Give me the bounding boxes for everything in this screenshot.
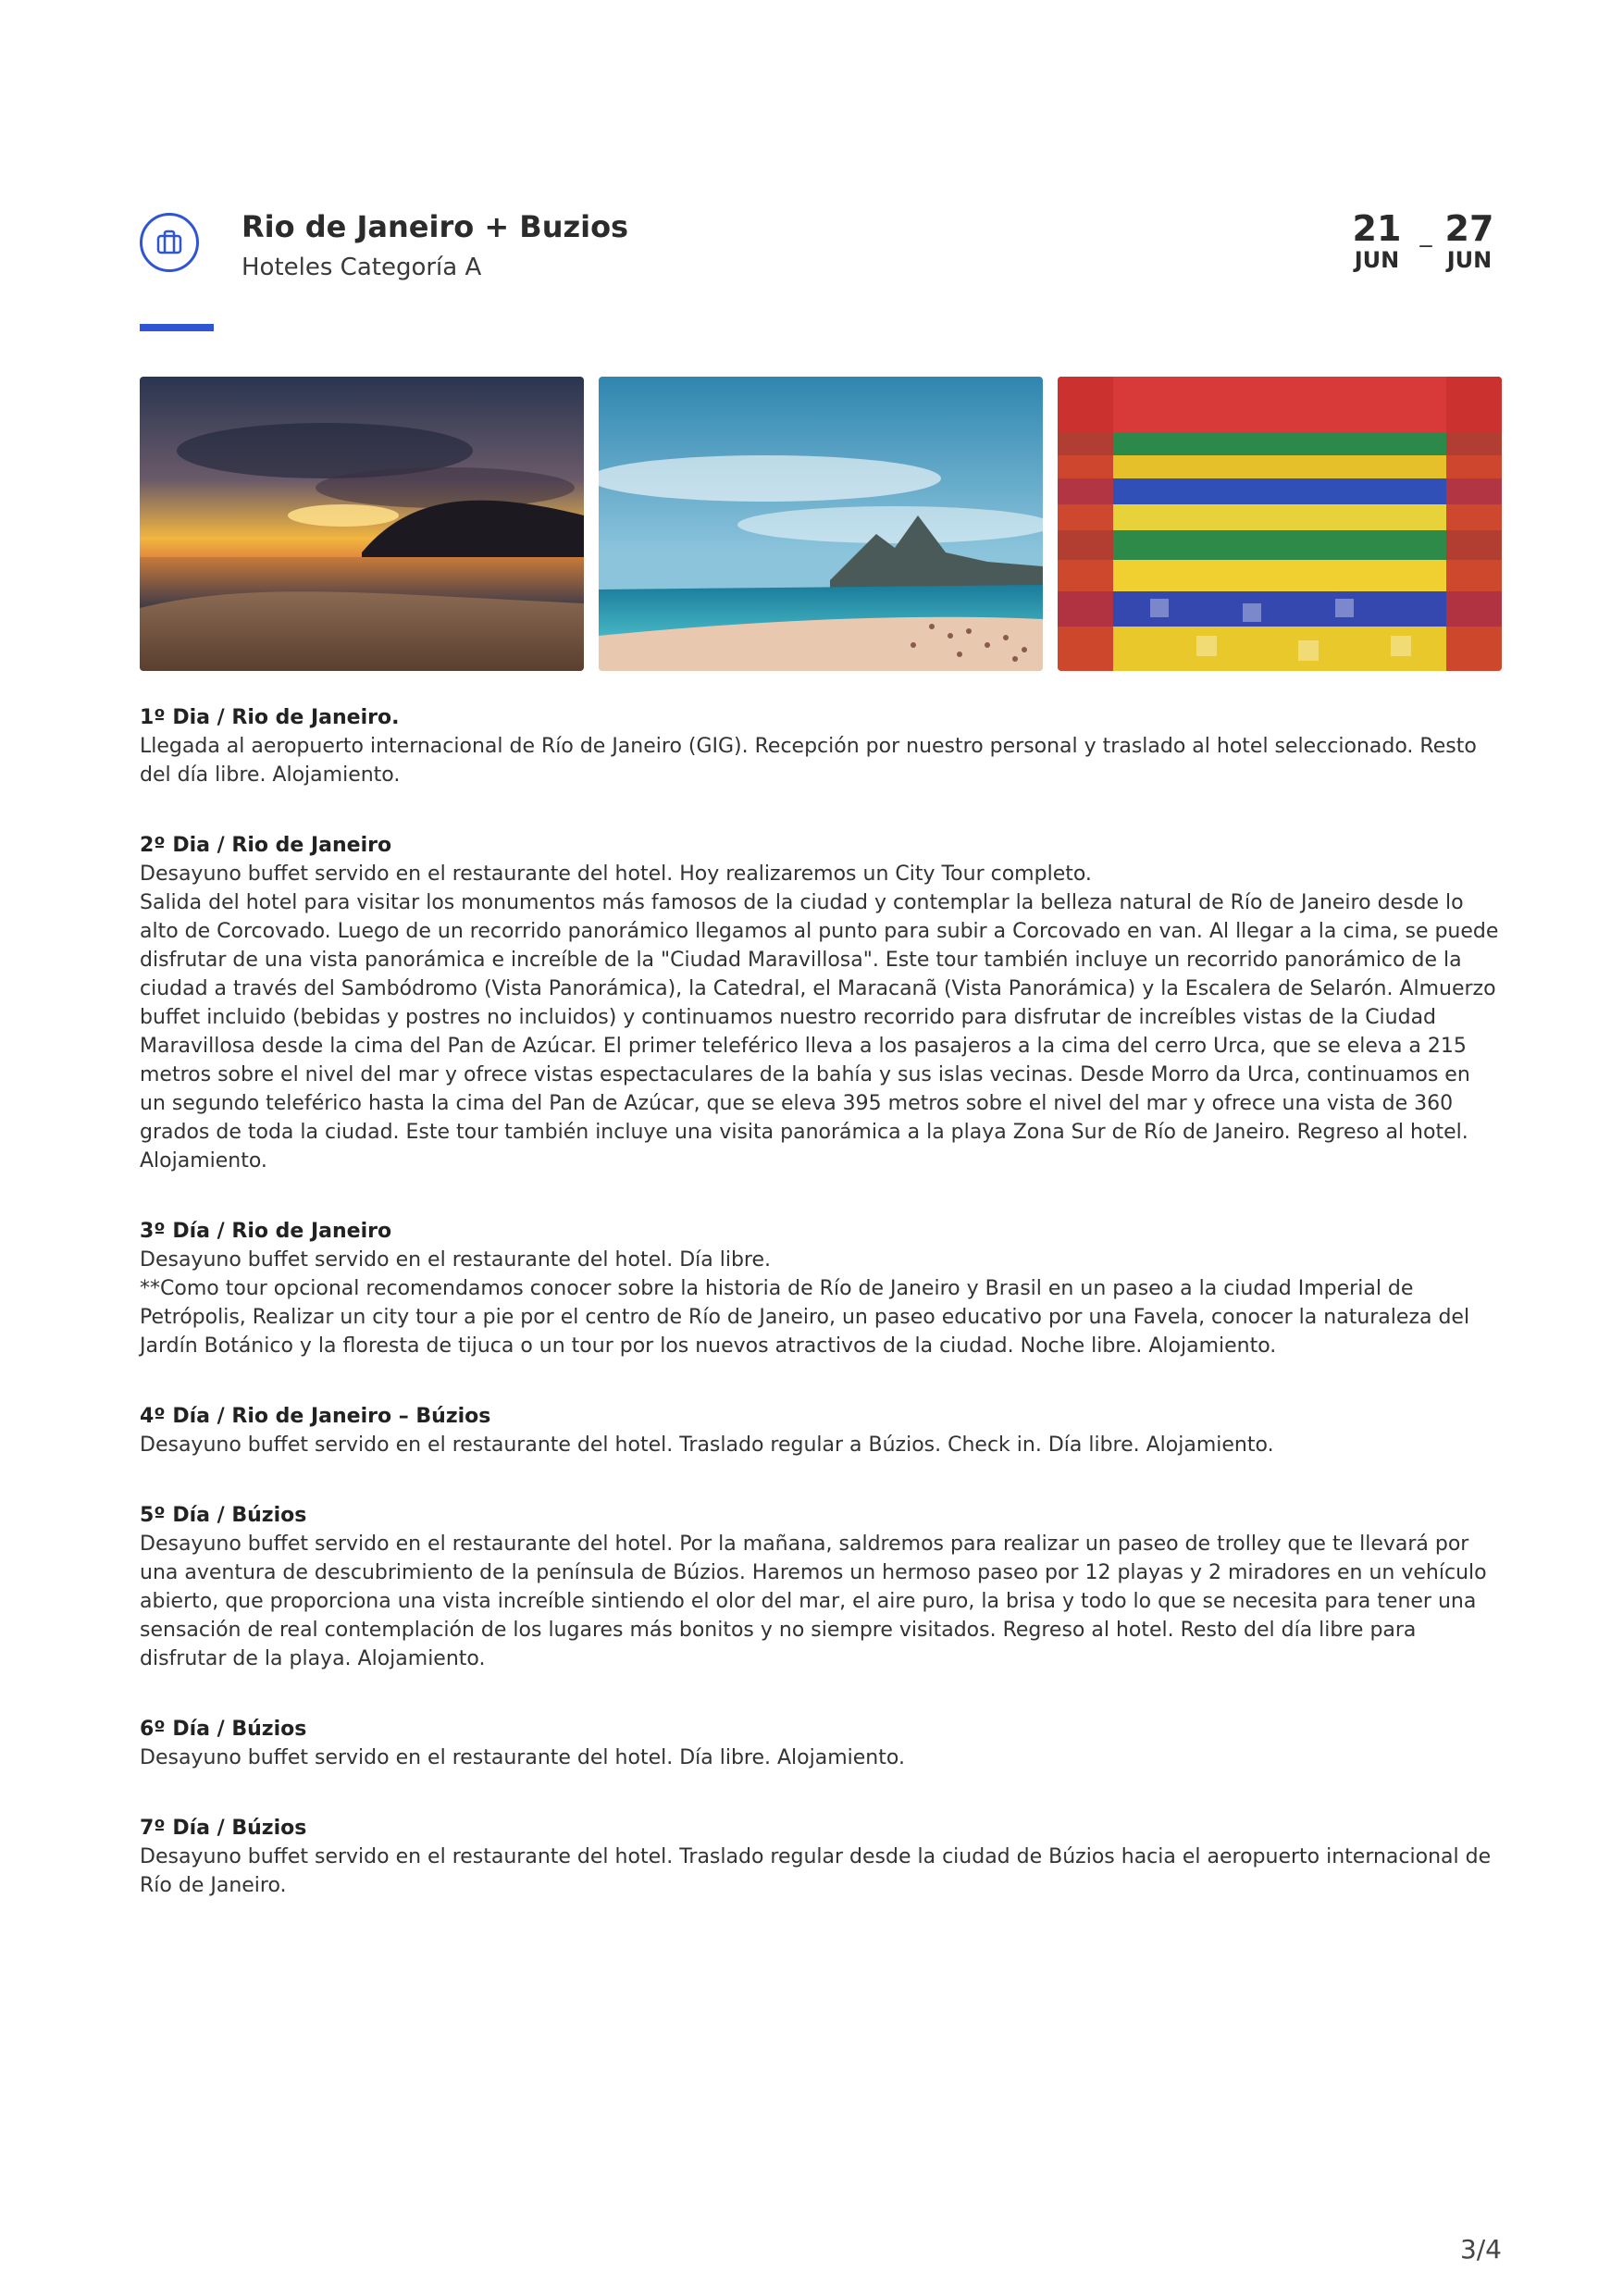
- day-1: [140, 703, 1502, 789]
- selaron-steps-photo: [1058, 377, 1502, 671]
- photo-gallery: [140, 377, 1502, 671]
- day-description: Desayuno buffet servido en el restaurante del hotel. Día libre. Alojamiento.: [140, 1746, 905, 1769]
- day-2: [140, 831, 1502, 1175]
- day-7: [140, 1814, 1502, 1900]
- page-number: 3/4: [1459, 2234, 1502, 2265]
- suitcase-icon: [140, 213, 199, 272]
- day-3: [140, 1217, 1502, 1360]
- date-range: [1344, 209, 1502, 283]
- end-date: [1437, 209, 1502, 272]
- start-month: JUN: [1354, 247, 1400, 273]
- hotel-category: Hoteles Categoría A: [242, 254, 482, 281]
- day-title: 1º Dia / Rio de Janeiro.: [140, 706, 400, 729]
- day-description: Desayuno buffet servido en el restaurante del hotel. Traslado regular desde la ciudad de Búzios hacia el aeropuerto internacional de Río de Janeiro.: [140, 1845, 1492, 1897]
- day-title: 7º Día / Búzios: [140, 1817, 307, 1840]
- sunset-beach-photo: [140, 377, 584, 671]
- day-title: 3º Día / Rio de Janeiro: [140, 1220, 392, 1243]
- day-6: [140, 1715, 1502, 1772]
- day-title: 4º Día / Rio de Janeiro – Búzios: [140, 1405, 491, 1428]
- day-title: 5º Día / Búzios: [140, 1504, 307, 1527]
- date-separator: _: [1419, 220, 1432, 248]
- day-description: Desayuno buffet servido en el restaurante del hotel. Por la mañana, saldremos para realizar un paseo de trolley que te llevará por una aventura de descubrimiento de la península de Búzios. Haremos un hermoso paseo por 12 playas y 2 miradores en un vehículo abierto, que proporciona una vista increíble sintiendo el olor del mar, el aire puro, la brisa y todo lo que se necesita para tener una sensación de real contemplación de los lugares más bonitos y no siempre visitados. Regreso al hotel. Resto del día libre para disfrutar de la playa. Alojamiento.: [140, 1533, 1487, 1670]
- end-day: 27: [1444, 208, 1494, 249]
- end-month: JUN: [1446, 247, 1493, 273]
- accent-bar: [140, 324, 214, 331]
- start-date: [1344, 209, 1409, 272]
- day-title: 2º Dia / Rio de Janeiro: [140, 834, 392, 857]
- start-day: 21: [1352, 208, 1402, 249]
- day-description: Desayuno buffet servido en el restaurante del hotel. Traslado regular a Búzios. Check in. Día libre. Alojamiento.: [140, 1433, 1274, 1457]
- itinerary: [140, 703, 1502, 1942]
- ipanema-beach-photo: [599, 377, 1043, 671]
- day-4: [140, 1402, 1502, 1459]
- day-title: 6º Día / Búzios: [140, 1718, 307, 1741]
- day-description: Llegada al aeropuerto internacional de Río de Janeiro (GIG). Recepción por nuestro personal y traslado al hotel seleccionado. Resto del día libre. Alojamiento.: [140, 735, 1477, 787]
- day-description: Desayuno buffet servido en el restaurante del hotel. Día libre. **Como tour opcional recomendamos conocer sobre la historia de Río de Janeiro y Brasil en un paseo a la ciudad Imperial de Petrópolis, Realizar un city tour a pie por el centro de Río de Janeiro, un paseo educativo por una Favela, conocer la naturaleza del Jardín Botánico y la floresta de tijuca o un tour por los nuevos atractivos de la ciudad. Noche libre. Alojamiento.: [140, 1248, 1470, 1358]
- day-description: Desayuno buffet servido en el restaurante del hotel. Hoy realizaremos un City Tour completo. Salida del hotel para visitar los monumentos más famosos de la ciudad y contemplar la belleza natural de Río de Janeiro desde lo alto de Corcovado. Luego de un recorrido panorámico llegamos al punto para subir a Corcovado en van. Al llegar a la cima, se puede disfrutar de una vista panorámica e increíble de la "Ciudad Maravillosa". Este tour también incluye un recorrido panorámico de la ciudad a través del Sambódromo (Vista Panorámica), la Catedral, el Maracanã (Vista Panorámica) y la Escalera de Selarón. Almuerzo buffet incluido (bebidas y postres no incluidos) y continuamos nuestro recorrido para disfrutar de increíbles vistas de la Ciudad Maravillosa desde la cima del Pan de Azúcar. El primer teleférico lleva a los pasajeros a la cima del cerro Urca, que se eleva a 215 metros sobre el nivel del mar y ofrece vistas espectaculares de la bahía y sus islas vecinas. Desde Morro da Urca, continuamos en un segundo teleférico hasta la cima del Pan de Azúcar, que se eleva 395 metros sobre el nivel del mar y ofrece una vista de 360 grados de toda la ciudad. Este tour también incluye una visita panorámica a la playa Zona Sur de Río de Janeiro. Regreso al hotel. Alojamiento.: [140, 863, 1499, 1173]
- tour-header: [140, 209, 1502, 339]
- tour-title: Rio de Janeiro + Buzios: [242, 209, 629, 244]
- day-5: [140, 1501, 1502, 1673]
